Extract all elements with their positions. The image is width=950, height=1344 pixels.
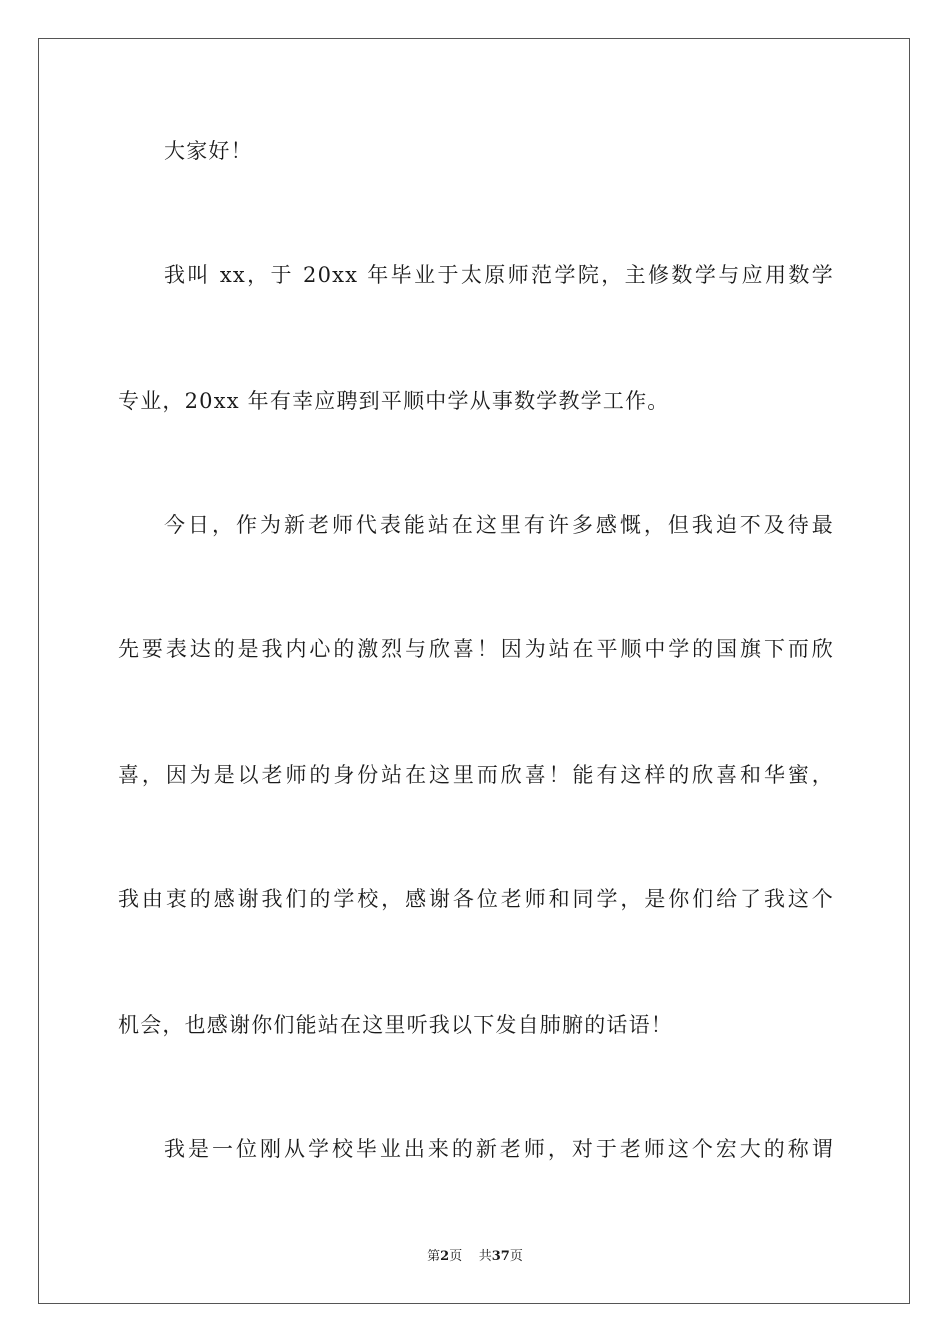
total-page-number: 37 (491, 1249, 510, 1264)
paragraph-line: 我由衷的感谢我们的学校，感谢各位老师和同学，是你们给了我这个 (118, 887, 834, 911)
paragraph-line: 今日，作为新老师代表能站在这里有许多感慨，但我迫不及待最 (164, 513, 834, 537)
paragraph-line: 我是一位刚从学校毕业出来的新老师，对于老师这个宏大的称谓 (164, 1137, 834, 1161)
page-footer (0, 1248, 950, 1266)
paragraph-line: 专业，20xx 年有幸应聘到平顺中学从事数学教学工作。 (118, 389, 670, 413)
paragraph-line: 喜，因为是以老师的身份站在这里而欣喜！能有这样的欣喜和华蜜， (118, 763, 834, 787)
paragraph-line-greeting: 大家好！ (164, 139, 253, 163)
total-prefix: 共 (478, 1249, 492, 1264)
paragraph-line: 先要表达的是我内心的激烈与欣喜！因为站在平顺中学的国旗下而欣 (118, 637, 834, 661)
current-page-number: 2 (440, 1249, 450, 1264)
paragraph-line: 我叫 xx，于 20xx 年毕业于太原师范学院，主修数学与应用数学 (164, 263, 834, 287)
page-suffix: 页 (449, 1249, 463, 1264)
page-prefix: 第 (427, 1249, 441, 1264)
paragraph-line: 机会，也感谢你们能站在这里听我以下发自肺腑的话语！ (118, 1013, 673, 1037)
total-suffix: 页 (509, 1249, 523, 1264)
page-border (38, 38, 910, 1304)
